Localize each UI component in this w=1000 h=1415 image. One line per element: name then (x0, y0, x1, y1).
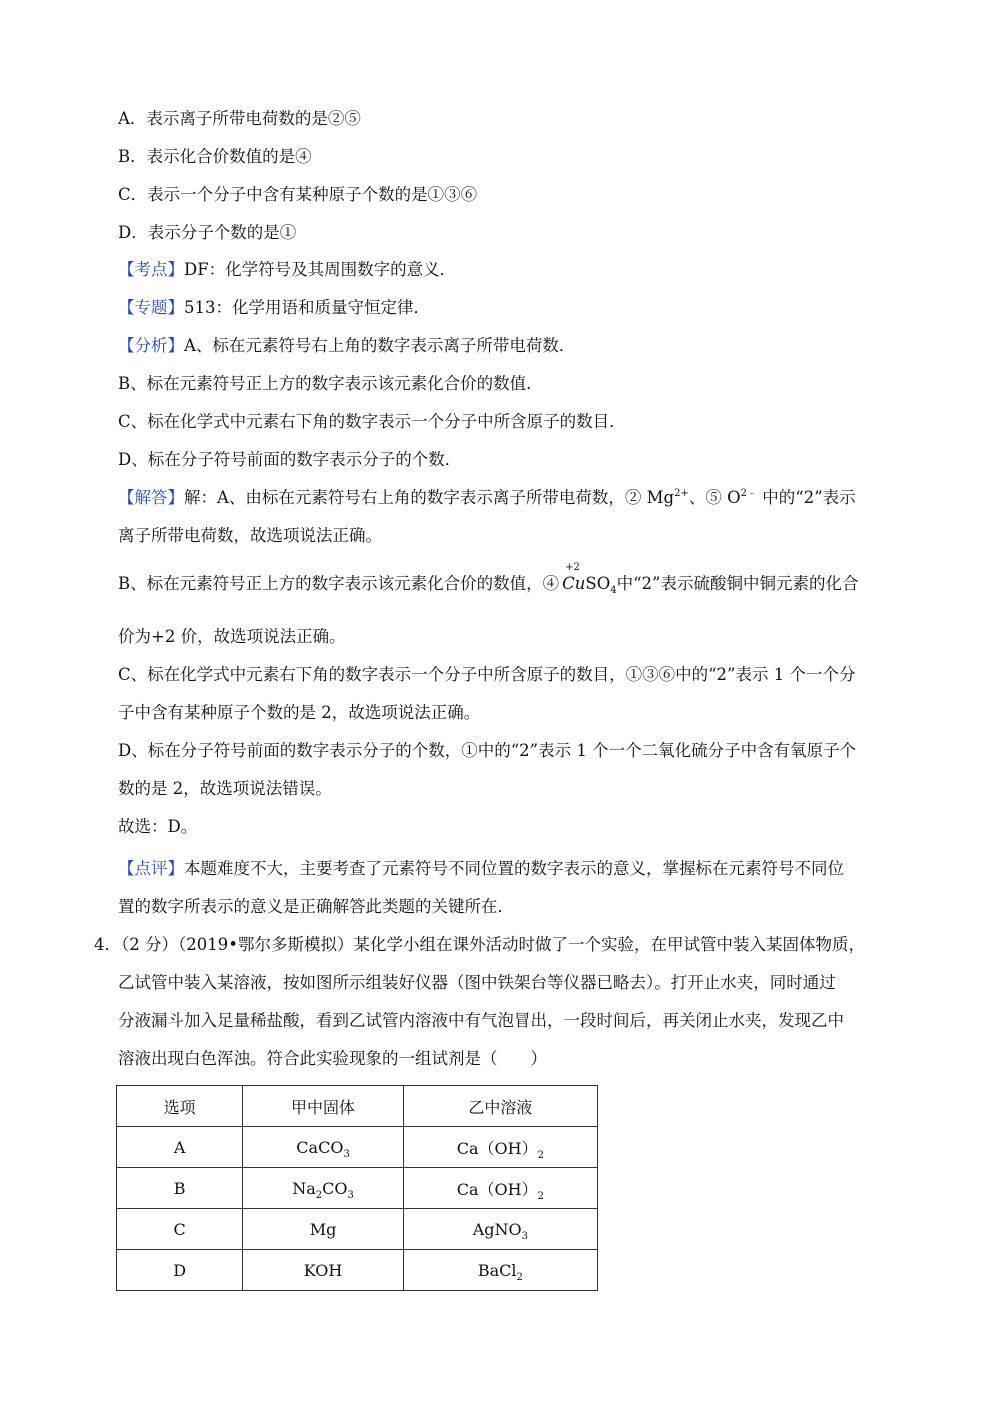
solid-formula: KOH (303, 1260, 343, 1280)
header-option: 选项 (117, 1086, 243, 1127)
kaodian-tag: 【考点】 (118, 260, 184, 279)
cu-symbol: Cu (562, 574, 586, 593)
option-a: A．表示离子所带电荷数的是②⑤ (118, 109, 361, 128)
solution-formula: Ca（OH） (456, 1138, 538, 1158)
dianping-line (118, 858, 908, 880)
jieda-a-text1: 解：A、由标在元素符号右上角的数字表示离子所带电荷数，② Mg (184, 488, 675, 507)
row-solution (403, 1168, 597, 1209)
jieda-b-text1: B、标在元素符号正上方的数字表示该元素化合价的数值，④ (118, 574, 560, 593)
jieda-tag: 【解答】 (118, 488, 184, 507)
question4-line3: 分液漏斗加入足量稀盐酸，看到乙试管内溶液中有气泡冒出，一段时间后，再关闭止水夹，发现乙中 (118, 1011, 844, 1030)
jieda-d-1: D、标在分子符号前面的数字表示分子的个数，①中的“2”表示 1 个一个二氧化硫分子中含有氧原子个 (118, 741, 857, 760)
jieda-a-cont: 离子所带电荷数，故选项说法正确。 (118, 526, 382, 545)
dianping-tag: 【点评】 (118, 859, 184, 878)
jieda-answer: 故选：D。 (118, 817, 198, 836)
fenxi-c: C、标在化学式中元素右下角的数字表示一个分子中所含原子的数目． (118, 412, 626, 431)
fenxi-tag: 【分析】 (118, 336, 184, 355)
row-option: A (117, 1127, 243, 1168)
fenxi-line (118, 335, 908, 357)
solution-subscript: 3 (521, 1230, 529, 1242)
jieda-c-2: 子中含有某种原子个数的是 2，故选项说法正确。 (118, 703, 481, 722)
option-d: D．表示分子个数的是① (118, 223, 297, 242)
solution-subscript: 2 (537, 1190, 544, 1202)
jieda-a-text2: 、⑤ O (688, 488, 741, 507)
row-solid (243, 1127, 403, 1168)
header-solution: 乙中溶液 (403, 1086, 597, 1127)
table-row (117, 1209, 598, 1250)
jieda-b-line (118, 562, 908, 596)
row-option: D (117, 1250, 243, 1291)
row-option: B (117, 1168, 243, 1209)
fenxi-b: B、标在元素符号正上方的数字表示该元素化合价的数值． (118, 374, 543, 393)
o-charge: 2﹣ (740, 488, 758, 499)
table-row (117, 1250, 598, 1291)
jieda-b-cont: 价为+2 价，故选项说法正确。 (118, 627, 346, 646)
solution-subscript: 2 (537, 1149, 544, 1161)
solid-subscript-2: 3 (347, 1189, 354, 1201)
dianping-text1: 本题难度不大，主要考查了元素符号不同位置的数字表示的意义，掌握标在元素符号不同位 (184, 859, 844, 878)
option-c: C．表示一个分子中含有某种原子个数的是①③⑥ (118, 185, 478, 204)
question4-line2: 乙试管中装入某溶液，按如图所示组装好仪器（图中铁架台等仪器已略去）。打开止水夹，同时通过 (118, 973, 836, 992)
header-solid: 甲中固体 (243, 1086, 403, 1127)
fenxi-a: A、标在元素符号右上角的数字表示离子所带电荷数． (184, 336, 576, 355)
table-row (117, 1127, 598, 1168)
solid-formula-part2: CO (322, 1178, 348, 1198)
solid-subscript: 2 (315, 1189, 323, 1201)
solution-formula: Ca（OH） (456, 1179, 538, 1199)
question4-line4: 溶液出现白色浑浊。符合此实验现象的一组试剂是（ ） (118, 1049, 547, 1068)
table-header-row (117, 1086, 598, 1127)
solid-subscript: 3 (343, 1148, 350, 1160)
row-solid (243, 1250, 403, 1291)
zhuanti-tag: 【专题】 (118, 298, 184, 317)
jieda-d-2: 数的是 2，故选项说法错误。 (118, 779, 332, 798)
solution-formula: AgNO (472, 1219, 522, 1239)
mg-charge: 2+ (674, 488, 689, 499)
row-option: C (117, 1209, 243, 1250)
cu-with-valence (562, 562, 586, 595)
row-solution (403, 1250, 597, 1291)
zhuanti-line (118, 297, 908, 319)
so-symbol: SO (585, 574, 611, 593)
solution-subscript: 2 (516, 1271, 523, 1283)
cu-valence: +2 (565, 562, 580, 573)
fenxi-d: D、标在分子符号前面的数字表示分子的个数． (118, 450, 462, 469)
option-b: B．表示化合价数值的是④ (118, 147, 312, 166)
solid-formula: Na (292, 1178, 316, 1198)
jieda-line-1 (118, 487, 908, 509)
row-solution (403, 1127, 597, 1168)
so-subscript: 4 (610, 585, 617, 596)
question4-line1: 4．（2 分）（2019•鄂尔多斯模拟）某化学小组在课外活动时做了一个实验，在甲试管中装入某固体物质， (94, 935, 865, 954)
reagent-table (116, 1085, 598, 1291)
zhuanti-text: 513：化学用语和质量守恒定律． (184, 298, 430, 317)
kaodian-text: DF：化学符号及其周围数字的意义． (184, 260, 457, 279)
kaodian-line (118, 259, 908, 281)
row-solution (403, 1209, 597, 1250)
solution-formula: BaCl (477, 1260, 517, 1280)
dianping-text2: 置的数字所表示的意义是正确解答此类题的关键所在． (118, 897, 514, 916)
solid-formula: Mg (309, 1219, 337, 1239)
jieda-a-text3: 中的“2”表示 (757, 488, 856, 507)
table-row (117, 1168, 598, 1209)
row-solid (243, 1168, 403, 1209)
jieda-b-text2: 中“2”表示硫酸铜中铜元素的化合 (616, 574, 859, 593)
row-solid (243, 1209, 403, 1250)
solid-formula: CaCO (296, 1137, 344, 1157)
jieda-c-1: C、标在化学式中元素右下角的数字表示一个分子中所含原子的数目，①③⑥中的“2”表示 1 个一个分 (118, 665, 856, 684)
